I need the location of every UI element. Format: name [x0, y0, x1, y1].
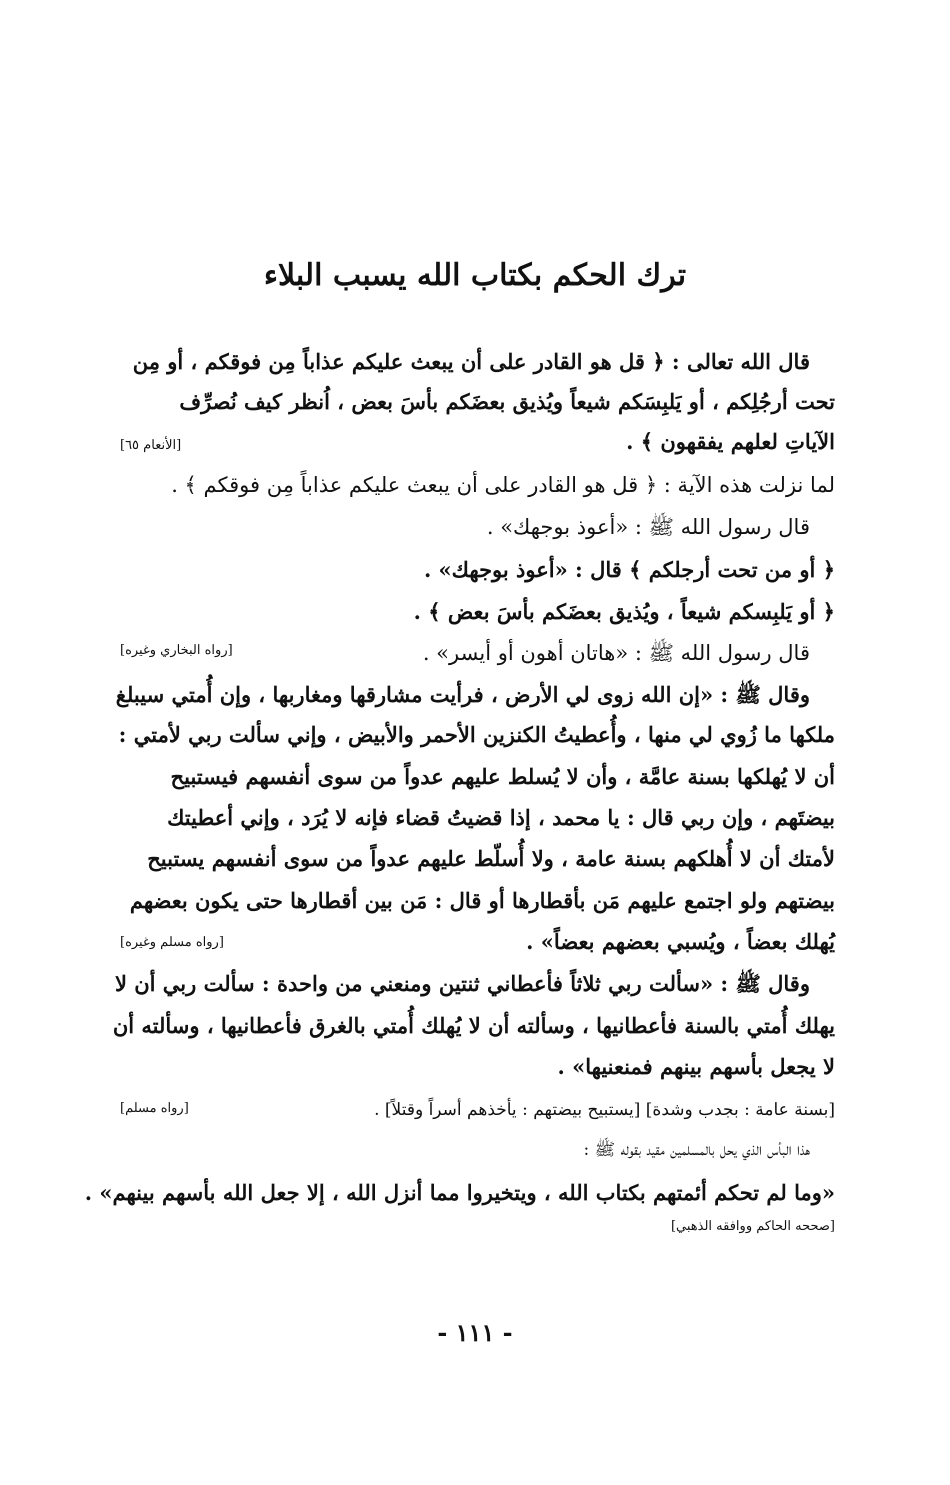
text-line: وقال ﷺ : «سألت ربي ثلاثاً فأعطاني ثنتين ومنعني من واحدة : سألت ربي أن لا [114, 971, 810, 996]
text-line: يُهلك بعضاً ، ويُسبي بعضهم بعضاً» . [526, 929, 835, 954]
text-line: قال الله تعالى : ﴿ قل هو القادر على أن يبعث عليكم عذاباً مِن فوقكم ، أو مِن [132, 349, 810, 374]
text-line: أن لا يُهلكها بسنة عامَّة ، وأن لا يُسلط عليهم عدواً من سوى أنفسهم فيستبيح [170, 764, 835, 789]
text-line: تحت أرجُلِكم ، أو يَلبِسَكم شيعاً ويُذيق بعضَكم بأسَ بعض ، اُنظر كيف نُصرِّف [179, 389, 835, 414]
text-line: قال رسول الله ﷺ : «أعوذ بوجهك» . [486, 515, 810, 539]
text-line: هذا البأس الذي يحل بالمسلمين مقيد بقوله ﷺ : [583, 1140, 810, 1160]
reference-anam: [الأنعام ٦٥] [120, 438, 182, 453]
reference-muslim-other: [رواه مسلم وغيره] [120, 935, 224, 950]
text-line: وقال ﷺ : «إن الله زوى لي الأرض ، فرأيت مشارقها ومغاربها ، وإن أُمتي سيبلغ [115, 682, 810, 707]
text-line: الآياتِ لعلهم يفقهون ﴾ . [626, 429, 835, 454]
text-line: لا يجعل بأسهم بينهم فمنعنيها» . [557, 1054, 835, 1079]
text-line: بيضتَهم ، وإن ربي قال : يا محمد ، إذا قضيتُ قضاء فإنه لا يُرَد ، وإني أعطيتك [167, 805, 835, 830]
text-line: «وما لم تحكم أئمتهم بكتاب الله ، ويتخيروا مما أنزل الله ، إلا جعل الله بأسهم بينهم» . [84, 1180, 835, 1205]
text-line: ﴿ أو من تحت أرجلكم ﴾ قال : «أعوذ بوجهك» . [423, 557, 835, 582]
reference-hakim: [صححه الحاكم ووافقه الذهبي] [670, 1219, 835, 1234]
page-title: ترك الحكم بكتاب الله يسبب البلاء [263, 258, 687, 293]
reference-muslim: [رواه مسلم] [120, 1101, 189, 1116]
text-line: يهلك أُمتي بالسنة فأعطانيها ، وسألته أن لا يُهلك أُمتي بالغرق فأعطانيها ، وسألته أن [112, 1013, 835, 1038]
reference-bukhari: [رواه البخاري وغيره] [120, 643, 233, 658]
text-line: ﴿ أو يَلبِسكم شيعاً ، ويُذيق بعضَكم بأسَ بعض ﴾ . [413, 599, 835, 624]
text-line: قال رسول الله ﷺ : «هاتان أهون أو أيسر» . [422, 641, 810, 665]
text-line: لما نزلت هذه الآية : ﴿ قل هو القادر على أن يبعث عليكم عذاباً مِن فوقكم ﴾ . [171, 473, 835, 497]
glossary-line: [بسنة عامة : بجدب وشدة] [يستبيح بيضتهم : يأخذهم أسراً وقتلاً] . [374, 1100, 835, 1120]
text-line: ملكها ما زُوي لي منها ، وأُعطيتُ الكنزين الأحمر والأبيض ، وإني سألت ربي لأمتي : [118, 722, 835, 747]
text-line: لأمتك أن لا أُهلكهم بسنة عامة ، ولا أُسلّط عليهم عدواً من سوى أنفسهم يستبيح [147, 846, 835, 871]
text-line: بيضتهم ولو اجتمع عليهم مَن بأقطارها أو قال : مَن بين أقطارها حتى يكون بعضهم [129, 888, 835, 913]
page-number: - ١١١ - [437, 1318, 513, 1347]
